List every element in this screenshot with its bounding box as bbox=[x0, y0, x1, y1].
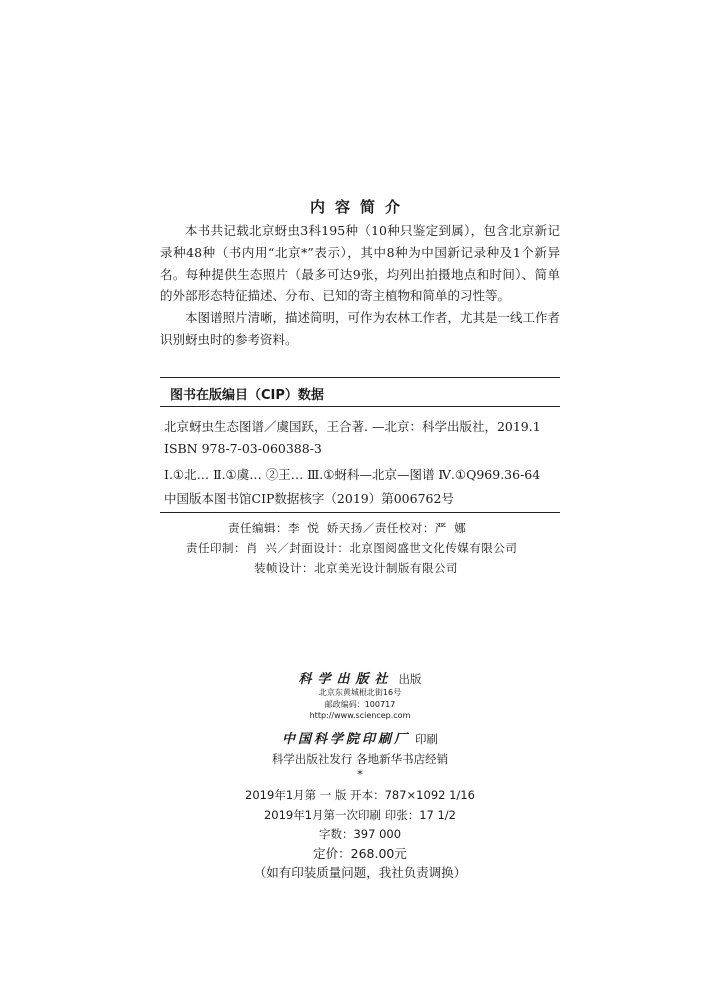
price-line: 定价：268.00元 bbox=[313, 846, 407, 861]
credits-printing-design: 责任印制：肖 兴／封面设计：北京图阅盛世文化传媒有限公司 bbox=[186, 541, 518, 555]
summary-title: 内容简介 bbox=[309, 198, 410, 216]
credits-editors: 责任编辑：李 悦 娇天扬／责任校对：严 娜 bbox=[228, 521, 467, 535]
cip-bottom-rule bbox=[160, 512, 560, 513]
publisher-address: 北京东黄城根北街16号 bbox=[318, 688, 402, 697]
summary-paragraph-1: 本书共记载北京蚜虫3科195种（10种只鉴定到属），包含北京新记录种48种（书内用“北京*”表示），其中8种为中国新记录种及1个新异名。每种提供生态照片（最多可达9张，均列出拍摄地点和时间）、简单的外部形态特征描述、分布、已知的寄主植物和简单的习性等。 bbox=[160, 223, 560, 304]
publisher-line bbox=[0, 668, 720, 687]
distribution-line: 科学出版社发行 各地新华书店经销 bbox=[271, 752, 449, 766]
cip-title-line: 北京蚜虫生态图谱／虞国跃，王合著. —北京：科学出版社，2019.1 bbox=[164, 419, 541, 434]
printer-suffix: 印刷 bbox=[415, 732, 439, 746]
summary-paragraph-2: 本图谱照片清晰，描述简明，可作为农林工作者，尤其是一线工作者识别蚜虫时的参考资料。 bbox=[160, 310, 561, 347]
cip-top-rule bbox=[160, 377, 560, 378]
separator-star: * bbox=[357, 767, 363, 781]
credits-binding-design: 装帧设计：北京美光设计制版有限公司 bbox=[254, 561, 458, 575]
printer-line bbox=[0, 728, 720, 747]
cip-classification-line: Ⅰ.①北… Ⅱ.①虞… ②王… Ⅲ.①蚜科—北京—图谱 Ⅳ.①Q969.36-64 bbox=[164, 467, 541, 482]
cip-heading: 图书在版编目（CIP）数据 bbox=[170, 388, 324, 403]
summary-body bbox=[160, 220, 560, 351]
publisher-logo: 科学出版社 bbox=[298, 672, 394, 687]
printer-logo: 中国科学院印刷厂 bbox=[281, 732, 410, 747]
cip-heading-rule bbox=[160, 406, 560, 407]
publisher-suffix: 出版 bbox=[398, 672, 422, 686]
cip-isbn-line: ISBN 978-7-03-060388-3 bbox=[164, 441, 322, 456]
publisher-postcode: 邮政编码：100717 bbox=[324, 700, 396, 709]
edition-line: 2019年1月第 一 版 开本：787×1092 1/16 bbox=[245, 788, 475, 802]
cip-number-line: 中国版本图书馆CIP数据核字（2019）第006762号 bbox=[164, 491, 454, 506]
quality-notice: （如有印装质量问题，我社负责调换） bbox=[253, 865, 467, 880]
publisher-website: http://www.sciencep.com bbox=[309, 711, 411, 720]
word-count-line: 字数：397 000 bbox=[318, 827, 402, 841]
printing-line: 2019年1月第一次印刷 印张：17 1/2 bbox=[263, 808, 457, 822]
